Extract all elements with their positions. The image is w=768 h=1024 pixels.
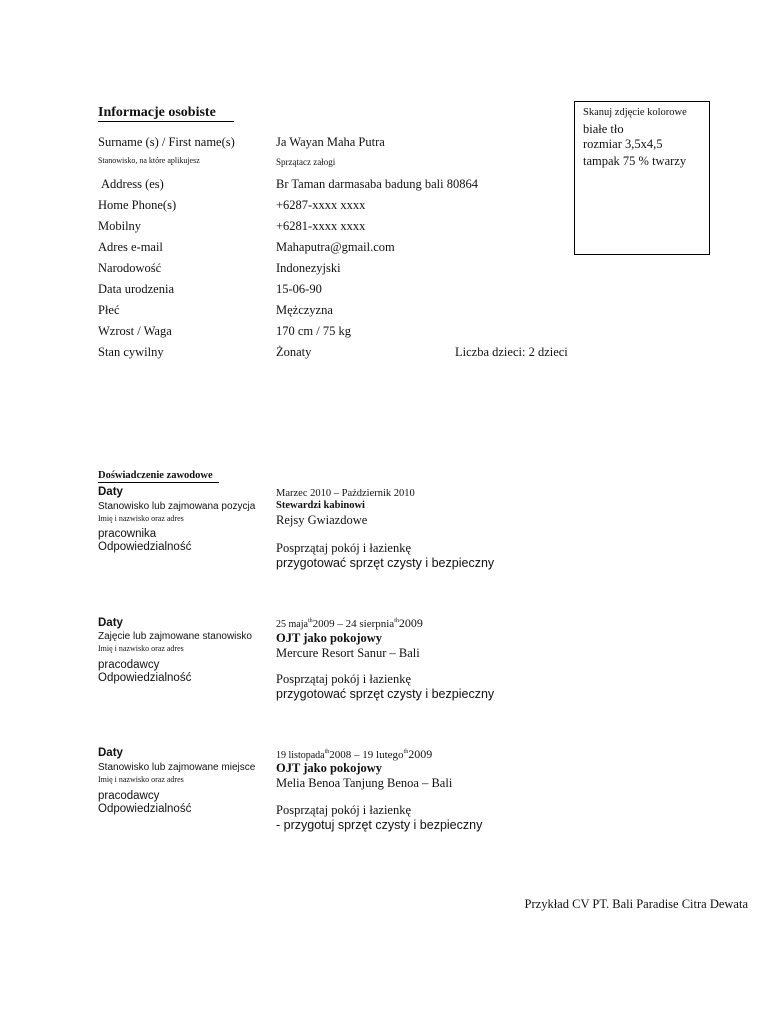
entry-responsibility-label: Odpowiedzialność [98,803,192,815]
entry-employer: Rejsy Gwiazdowe [276,513,368,527]
entry-dates-sup-1: th [307,618,313,624]
label-height-weight: Wzrost / Waga [98,324,172,338]
entry-employer-label-2: pracodawcy [98,659,160,671]
value-marital-status: Żonaty [276,345,312,359]
label-birth-date: Data urodzenia [98,282,175,296]
entry-position: OJT jako pokojowy [276,631,383,645]
entry-dates-label: Daty [98,617,123,629]
entry-responsibility-label: Odpowiedzialność [98,541,192,553]
entry-employer-label-2: pracownika [98,528,157,540]
entry-dates-end: 2009 [408,747,433,761]
label-home-phone: Home Phone(s) [98,198,177,212]
label-email: Adres e-mail [98,240,163,254]
entry-dates: Marzec 2010 – Październik 2010 [276,488,415,499]
entry-dates-label: Daty [98,747,123,759]
entry-employer-label: Imię i nazwisko oraz adres [98,644,184,653]
entry-responsibility-label: Odpowiedzialność [98,672,192,684]
photo-placeholder [574,101,710,255]
entry-responsibility-1: Posprzątaj pokój i łazienkę [276,803,412,817]
entry-dates-sup-2: th [403,749,409,755]
entry-position-label: Stanowisko lub zajmowana pozycja [98,501,256,512]
label-surname: Surname (s) / First name(s) [98,135,235,149]
entry-dates [276,616,423,631]
entry-dates-start: 25 maja [276,619,308,630]
value-address: Br Taman darmasaba badung bali 80864 [276,177,478,191]
value-email: Mahaputra@gmail.com [276,240,395,254]
entry-responsibility-2: przygotować sprzęt czysty i bezpieczny [276,556,495,570]
photo-instruction-1: Skanuj zdjęcie kolorowe [583,107,687,118]
footer-caption: Przykład CV PT. Bali Paradise Citra Dewata [524,897,748,911]
label-gender: Płeć [98,303,120,317]
entry-position: Stewardzi kabinowi [276,500,365,511]
value-height-weight: 170 cm / 75 kg [276,324,351,338]
photo-instruction-3: rozmiar 3,5x4,5 [583,137,663,151]
entry-responsibility-2: przygotować sprzęt czysty i bezpieczny [276,687,495,701]
label-mobile: Mobilny [98,219,142,233]
section-heading-experience: Doświadczenie zawodowe [98,469,219,483]
entry-dates-sup-2: th [394,618,399,624]
section-heading-personal: Informacje osobiste [98,105,234,122]
entry-responsibility-1: Posprzątaj pokój i łazienkę [276,672,412,686]
entry-employer-label: Imię i nazwisko oraz adres [98,775,184,784]
photo-instruction-4: tampak 75 % twarzy [583,154,687,168]
value-gender: Mężczyzna [276,303,333,317]
photo-instruction-2: białe tło [583,122,624,136]
entry-responsibility-1: Posprzątaj pokój i łazienkę [276,541,412,555]
value-nationality: Indonezyjski [276,261,341,275]
entry-dates-start: 19 listopada [276,750,325,761]
entry-dates-end: 2009 [398,616,423,630]
value-birth-date: 15-06-90 [276,282,322,296]
value-home-phone: +6287-xxxx xxxx [276,198,366,212]
label-address: Address (es) [101,177,164,191]
value-children: Liczba dzieci: 2 dzieci [455,345,568,359]
entry-position: OJT jako pokojowy [276,761,383,775]
entry-position-label: Zajęcie lub zajmowane stanowisko [98,631,252,642]
label-position-applied: Stanowisko, na które aplikujesz [98,156,200,165]
entry-dates [276,747,432,762]
entry-employer: Melia Benoa Tanjung Benoa – Bali [276,776,453,790]
entry-dates-middle: 2009 – 24 sierpnia [312,618,395,630]
label-nationality: Narodowość [98,261,162,275]
entry-dates-middle: 2008 – 19 lutego [329,749,404,761]
entry-dates-sup-1: th [324,749,330,755]
entry-dates-label: Daty [98,486,123,498]
value-surname: Ja Wayan Maha Putra [276,135,385,149]
entry-employer-label-2: pracodawcy [98,790,160,802]
entry-responsibility-2: - przygotuj sprzęt czysty i bezpieczny [276,818,483,832]
value-position-applied: Sprzątacz załogi [276,157,336,167]
entry-employer-label: Imię i nazwisko oraz adres [98,514,184,523]
label-marital-status: Stan cywilny [98,345,164,359]
value-mobile: +6281-xxxx xxxx [276,219,366,233]
entry-employer: Mercure Resort Sanur – Bali [276,646,420,660]
entry-position-label: Stanowisko lub zajmowane miejsce [98,762,256,773]
